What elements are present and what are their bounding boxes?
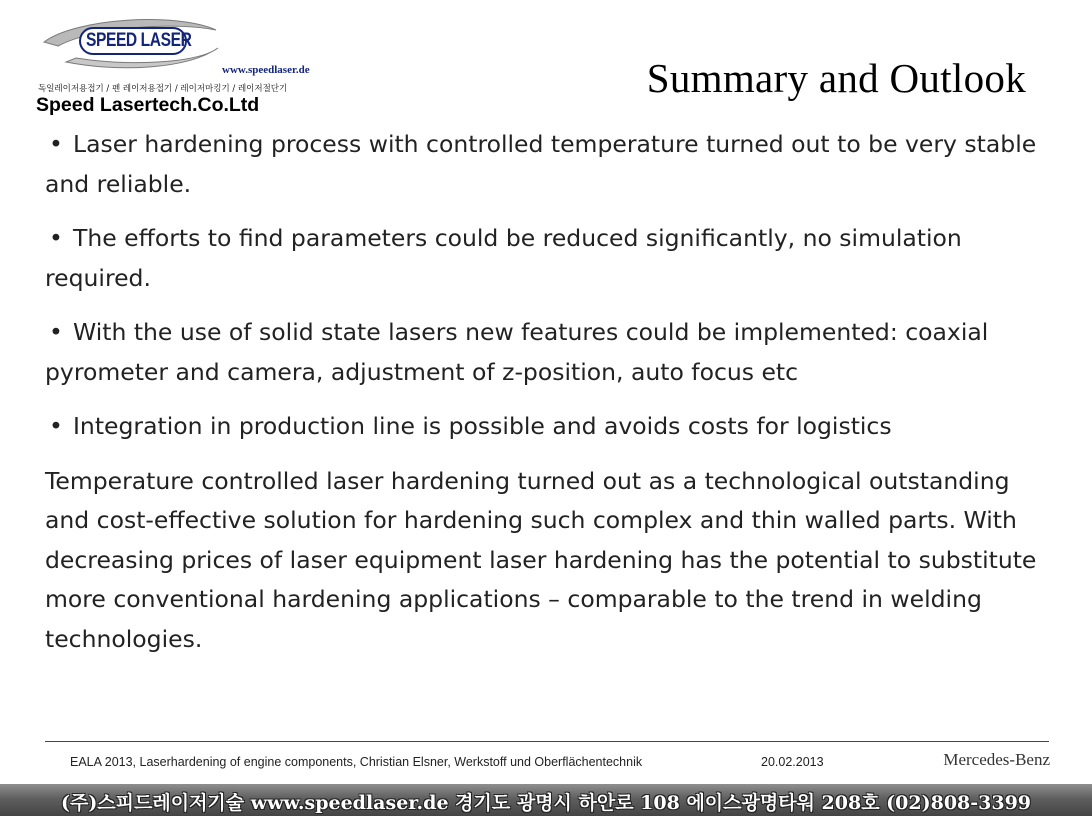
summary-paragraph: Temperature controlled laser hardening turned out as a technological outstanding and cost-effective solution for hardening such complex and thin walled parts. With decreasing prices of laser equipment laser hardening has the potential to substitute more conventional hardening applications – comparable to the trend in welding technologies. [45, 466, 1037, 653]
logo-url: www.speedlaser.de [222, 64, 310, 76]
logo-company-name: Speed Lasertech.Co.Ltd [36, 94, 260, 116]
bullet-dot-icon: • [49, 412, 63, 440]
footer-brand-logo: Mercedes-Benz [943, 750, 1050, 769]
bullet-item [45, 125, 1057, 204]
bullet-item [45, 407, 1057, 447]
company-logo [36, 12, 336, 116]
bullet-dot-icon: • [49, 318, 63, 346]
footer-citation: EALA 2013, Laserhardening of engine components, Christian Elsner, Werkstoff und Oberflächentechnik [70, 755, 643, 769]
bullet-text: The efforts to find parameters could be reduced significantly, no simulation required. [45, 224, 962, 292]
bullet-dot-icon: • [49, 224, 63, 252]
footer-divider [45, 741, 1049, 742]
bullet-item [45, 313, 1057, 392]
bullet-text: Integration in production line is possible and avoids costs for logistics [73, 412, 892, 440]
slide-title: Summary and Outlook [646, 55, 1026, 101]
footer-date: 20.02.2013 [761, 755, 824, 769]
contact-banner [0, 784, 1092, 816]
bullet-text: Laser hardening process with controlled temperature turned out to be very stable and reliable. [45, 130, 1037, 198]
logo-korean-tagline: 독일레이저용접기 / 펜 레이저용접기 / 레이저마킹기 / 레이저절단기 [38, 84, 288, 94]
bullet-dot-icon: • [49, 130, 63, 158]
bullet-item [45, 219, 1057, 298]
bullet-text: With the use of solid state lasers new features could be implemented: coaxial pyrometer and camera, adjustment of z-position, auto focus etc [45, 318, 989, 386]
bullet-list [45, 125, 1057, 447]
slide-content [45, 125, 1057, 659]
logo-badge-text: SPEED LASER [86, 30, 192, 51]
contact-banner-text: (주)스피드레이저기술 www.speedlaser.de 경기도 광명시 하안로 108 에이스광명타워 208호 (02)808-3399 [60, 792, 1032, 814]
